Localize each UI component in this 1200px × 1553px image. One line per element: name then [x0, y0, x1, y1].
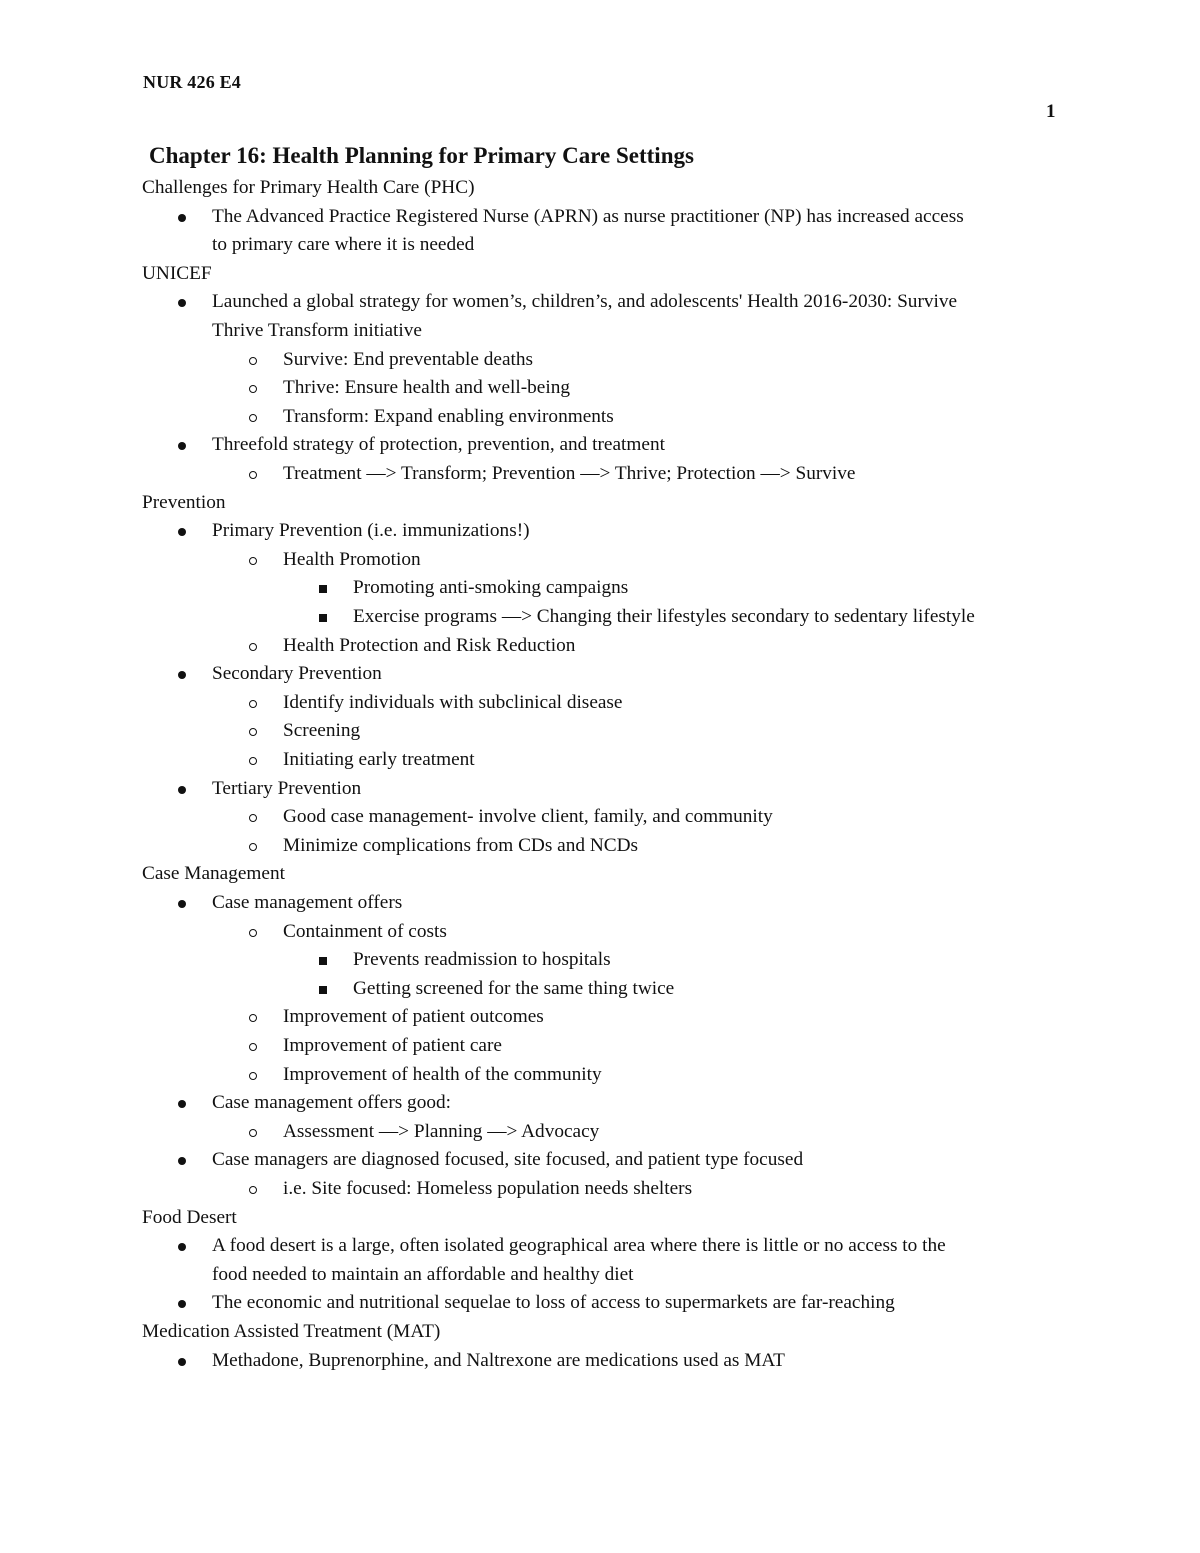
- list-item: Health Protection and Risk Reduction: [283, 634, 576, 656]
- bullet-dot-icon: [178, 1358, 186, 1366]
- list-item: Survive: End preventable deaths: [283, 348, 534, 370]
- bullet-circle-icon: [249, 1043, 257, 1051]
- list-item: i.e. Site focused: Homeless population needs shelters: [283, 1178, 693, 1199]
- list-item: Secondary Prevention: [212, 663, 382, 685]
- bullet-circle-icon: [249, 814, 257, 822]
- list-item: Assessment —> Planning —> Advocacy: [283, 1120, 600, 1142]
- bullet-circle-icon: [249, 643, 257, 651]
- bullet-circle-icon: [249, 385, 257, 393]
- list-item: Identify individuals with subclinical disease: [283, 691, 623, 713]
- bullet-square-icon: [319, 585, 327, 593]
- list-item: Thrive Transform initiative: [212, 320, 422, 341]
- section-heading: Food Desert: [142, 1206, 237, 1228]
- list-item: Case management offers good:: [212, 1092, 451, 1114]
- section-heading: UNICEF: [142, 262, 212, 284]
- bullet-circle-icon: [249, 1014, 257, 1022]
- bullet-circle-icon: [249, 414, 257, 422]
- section-heading: Challenges for Primary Health Care (PHC): [142, 177, 475, 198]
- list-item: Prevents readmission to hospitals: [353, 949, 611, 971]
- bullet-circle-icon: [249, 757, 257, 765]
- section-heading: Case Management: [142, 863, 285, 885]
- bullet-dot-icon: [178, 214, 186, 222]
- list-item: Good case management- involve client, family, and community: [283, 806, 773, 828]
- bullet-square-icon: [319, 986, 327, 994]
- list-item: Improvement of patient care: [283, 1035, 502, 1056]
- bullet-dot-icon: [178, 1157, 186, 1165]
- course-header: NUR 426 E4: [143, 72, 242, 92]
- bullet-circle-icon: [249, 557, 257, 565]
- bullet-circle-icon: [249, 700, 257, 708]
- chapter-title: Chapter 16: Health Planning for Primary Care Settings: [149, 143, 694, 168]
- bullet-dot-icon: [178, 442, 186, 450]
- list-item: Methadone, Buprenorphine, and Naltrexone are medications used as MAT: [212, 1349, 785, 1371]
- list-item: The economic and nutritional sequelae to loss of access to supermarkets are far-reaching: [212, 1292, 895, 1314]
- list-item: Primary Prevention (i.e. immunizations!): [212, 520, 530, 542]
- bullet-circle-icon: [249, 843, 257, 851]
- list-item: A food desert is a large, often isolated geographical area where there is little or no access to the: [212, 1235, 946, 1257]
- list-item: Treatment —> Transform; Prevention —> Thrive; Protection —> Survive: [283, 463, 856, 484]
- list-item: Improvement of patient outcomes: [283, 1006, 544, 1028]
- list-item: Case managers are diagnosed focused, site focused, and patient type focused: [212, 1149, 804, 1171]
- bullet-circle-icon: [249, 357, 257, 365]
- page-number: 1: [1046, 101, 1056, 122]
- bullet-dot-icon: [178, 528, 186, 536]
- bullet-dot-icon: [178, 1100, 186, 1108]
- list-item: Health Promotion: [283, 548, 421, 570]
- list-item: Exercise programs —> Changing their lifestyles secondary to sedentary lifestyle: [353, 606, 975, 627]
- list-item: Threefold strategy of protection, prevention, and treatment: [212, 434, 665, 456]
- bullet-circle-icon: [249, 728, 257, 736]
- list-item: Transform: Expand enabling environments: [283, 405, 614, 427]
- bullet-circle-icon: [249, 1186, 257, 1194]
- section-heading: Medication Assisted Treatment (MAT): [142, 1321, 441, 1342]
- list-item: Thrive: Ensure health and well-being: [283, 377, 570, 399]
- bullet-circle-icon: [249, 1129, 257, 1137]
- list-item: The Advanced Practice Registered Nurse (APRN) as nurse practitioner (NP) has increased access: [212, 205, 964, 227]
- list-item: Promoting anti-smoking campaigns: [353, 577, 629, 599]
- bullet-dot-icon: [178, 786, 186, 794]
- bullet-dot-icon: [178, 1300, 186, 1308]
- list-item: to primary care where it is needed: [212, 234, 475, 256]
- list-item: Screening: [283, 720, 361, 742]
- list-item: Containment of costs: [283, 920, 447, 942]
- bullet-circle-icon: [249, 1072, 257, 1080]
- list-item: food needed to maintain an affordable and healthy diet: [212, 1263, 634, 1285]
- list-item: Case management offers: [212, 892, 403, 913]
- list-item: Improvement of health of the community: [283, 1063, 602, 1085]
- list-item: Tertiary Prevention: [212, 777, 362, 799]
- list-item: Minimize complications from CDs and NCDs: [283, 834, 639, 856]
- list-item: Launched a global strategy for women’s, children’s, and adolescents' Health 2016-2030: Survive: [212, 291, 958, 313]
- bullet-circle-icon: [249, 471, 257, 479]
- bullet-dot-icon: [178, 671, 186, 679]
- list-item: Getting screened for the same thing twice: [353, 977, 675, 999]
- bullet-dot-icon: [178, 1243, 186, 1251]
- bullet-dot-icon: [178, 299, 186, 307]
- bullet-square-icon: [319, 614, 327, 622]
- list-item: Initiating early treatment: [283, 749, 475, 770]
- bullet-dot-icon: [178, 900, 186, 908]
- bullet-circle-icon: [249, 929, 257, 937]
- section-heading: Prevention: [142, 491, 226, 513]
- bullet-square-icon: [319, 957, 327, 965]
